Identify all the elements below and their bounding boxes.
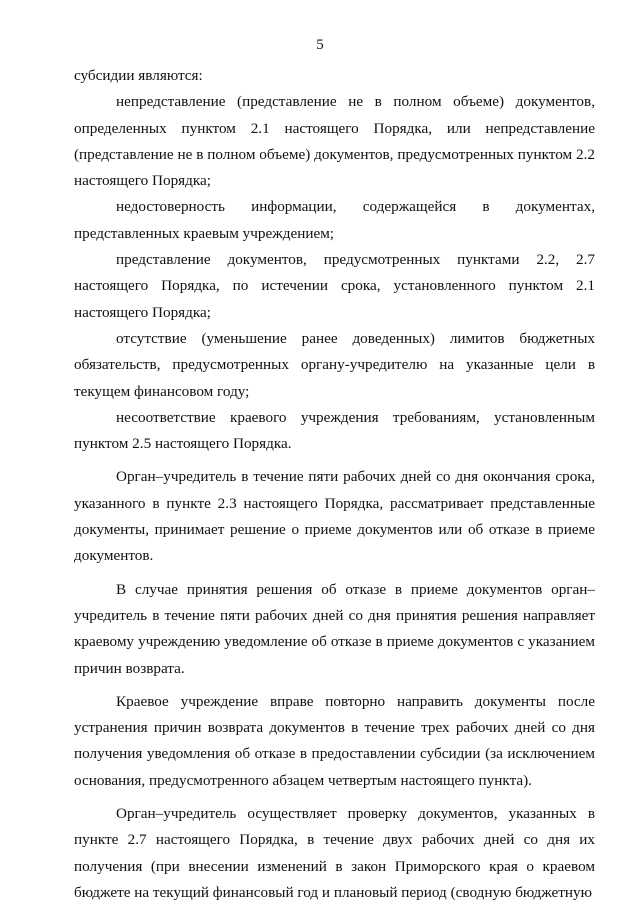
paragraph-4: представление документов, предусмотренных пунктами 2.2, 2.7 настоящего Порядка, по истечении срока, установленного пунктом 2.1 настоящего Порядка; bbox=[74, 251, 595, 321]
paragraph-3: недостоверность информации, содержащейся в документах, представленных краевым учреждением; bbox=[74, 198, 595, 242]
paragraph-1: субсидии являются: bbox=[74, 67, 203, 84]
paragraph-8: В случае принятия решения об отказе в приеме документов орган–учредитель в течение пяти рабочих дней со дня принятия решения направляет краевому учреждению уведомление об отказе в приеме документов с указанием причин возврата. bbox=[74, 580, 595, 677]
paragraph-10: Орган–учредитель осуществляет проверку документов, указанных в пункте 2.7 настоящего Порядка, в течение двух рабочих дней со дня их получения (при внесении изменений в закон Приморского края о краевом бюджете на текущий финансовый год и плановый период (сводную бюджетную bbox=[74, 805, 595, 901]
page-number: 5 bbox=[316, 37, 324, 53]
paragraph-7: Орган–учредитель в течение пяти рабочих дней со дня окончания срока, указанного в пункте 2.3 настоящего Порядка, рассматривает представленные документы, принимает решение о приеме документов или об отказе в приеме документов. bbox=[74, 468, 595, 565]
paragraph-2: непредставление (представление не в полном объеме) документов, определенных пунктом 2.1 настоящего Порядка, или непредставление (представление не в полном объеме) документов, предусмотренных пунктом 2.2 настоящего Порядка; bbox=[74, 93, 595, 190]
document-body bbox=[74, 63, 595, 906]
paragraph-6: несоответствие краевого учреждения требованиям, установленным пунктом 2.5 настоящего Порядка. bbox=[74, 408, 595, 453]
paragraph-5: отсутствие (уменьшение ранее доведенных) лимитов бюджетных обязательств, предусмотренных органу-учредителю на указанные цели в текущем финансовом году; bbox=[74, 329, 595, 400]
paragraph-9: Краевое учреждение вправе повторно направить документы после устранения причин возврата документов в течение трех рабочих дней со дня получения уведомления об отказе в предоставлении субсидии (за исключением основания, предусмотренного абзацем четвертым настоящего пункта). bbox=[74, 692, 595, 789]
